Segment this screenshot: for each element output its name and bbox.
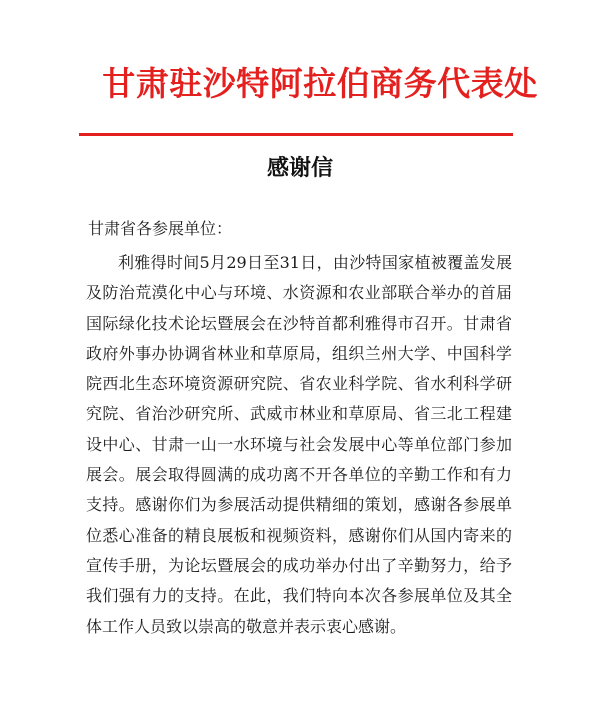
organization-header: 甘肃驻沙特阿拉伯商务代表处 [102, 64, 538, 103]
header-divider [79, 133, 513, 136]
salutation: 甘肃省各参展单位： [88, 219, 233, 238]
letter-body: 利雅得时间5月29日至31日，由沙特国家植被覆盖发展及防治荒漠化中心与环境、水资源和农业部联合举办的首届国际绿化技术论坛暨展会在沙特首都利雅得市召开。甘肃省政府外事办协调省林业和草原局，组织兰州大学、中国科学院西北生态环境资源研究院、省农业科学院、省水利科学研究院、省治沙研究所、武威市林业和草原局、省三北工程建设中心、甘肃一山一水环境与社会发展中心等单位部门参加展会。展会取得圆满的成功离不开各单位的辛勤工作和有力支持。感谢你们为参展活动提供精细的策划，感谢各参展单位悉心准备的精良展板和视频资料，感谢你们从国内寄来的宣传手册，为论坛暨展会的成功举办付出了辛勤努力，给予我们强有力的支持。在此，我们特向本次各参展单位及其全体工作人员致以崇高的敬意并表示衷心感谢。 [86, 253, 512, 636]
letter-title: 感谢信 [266, 156, 333, 181]
